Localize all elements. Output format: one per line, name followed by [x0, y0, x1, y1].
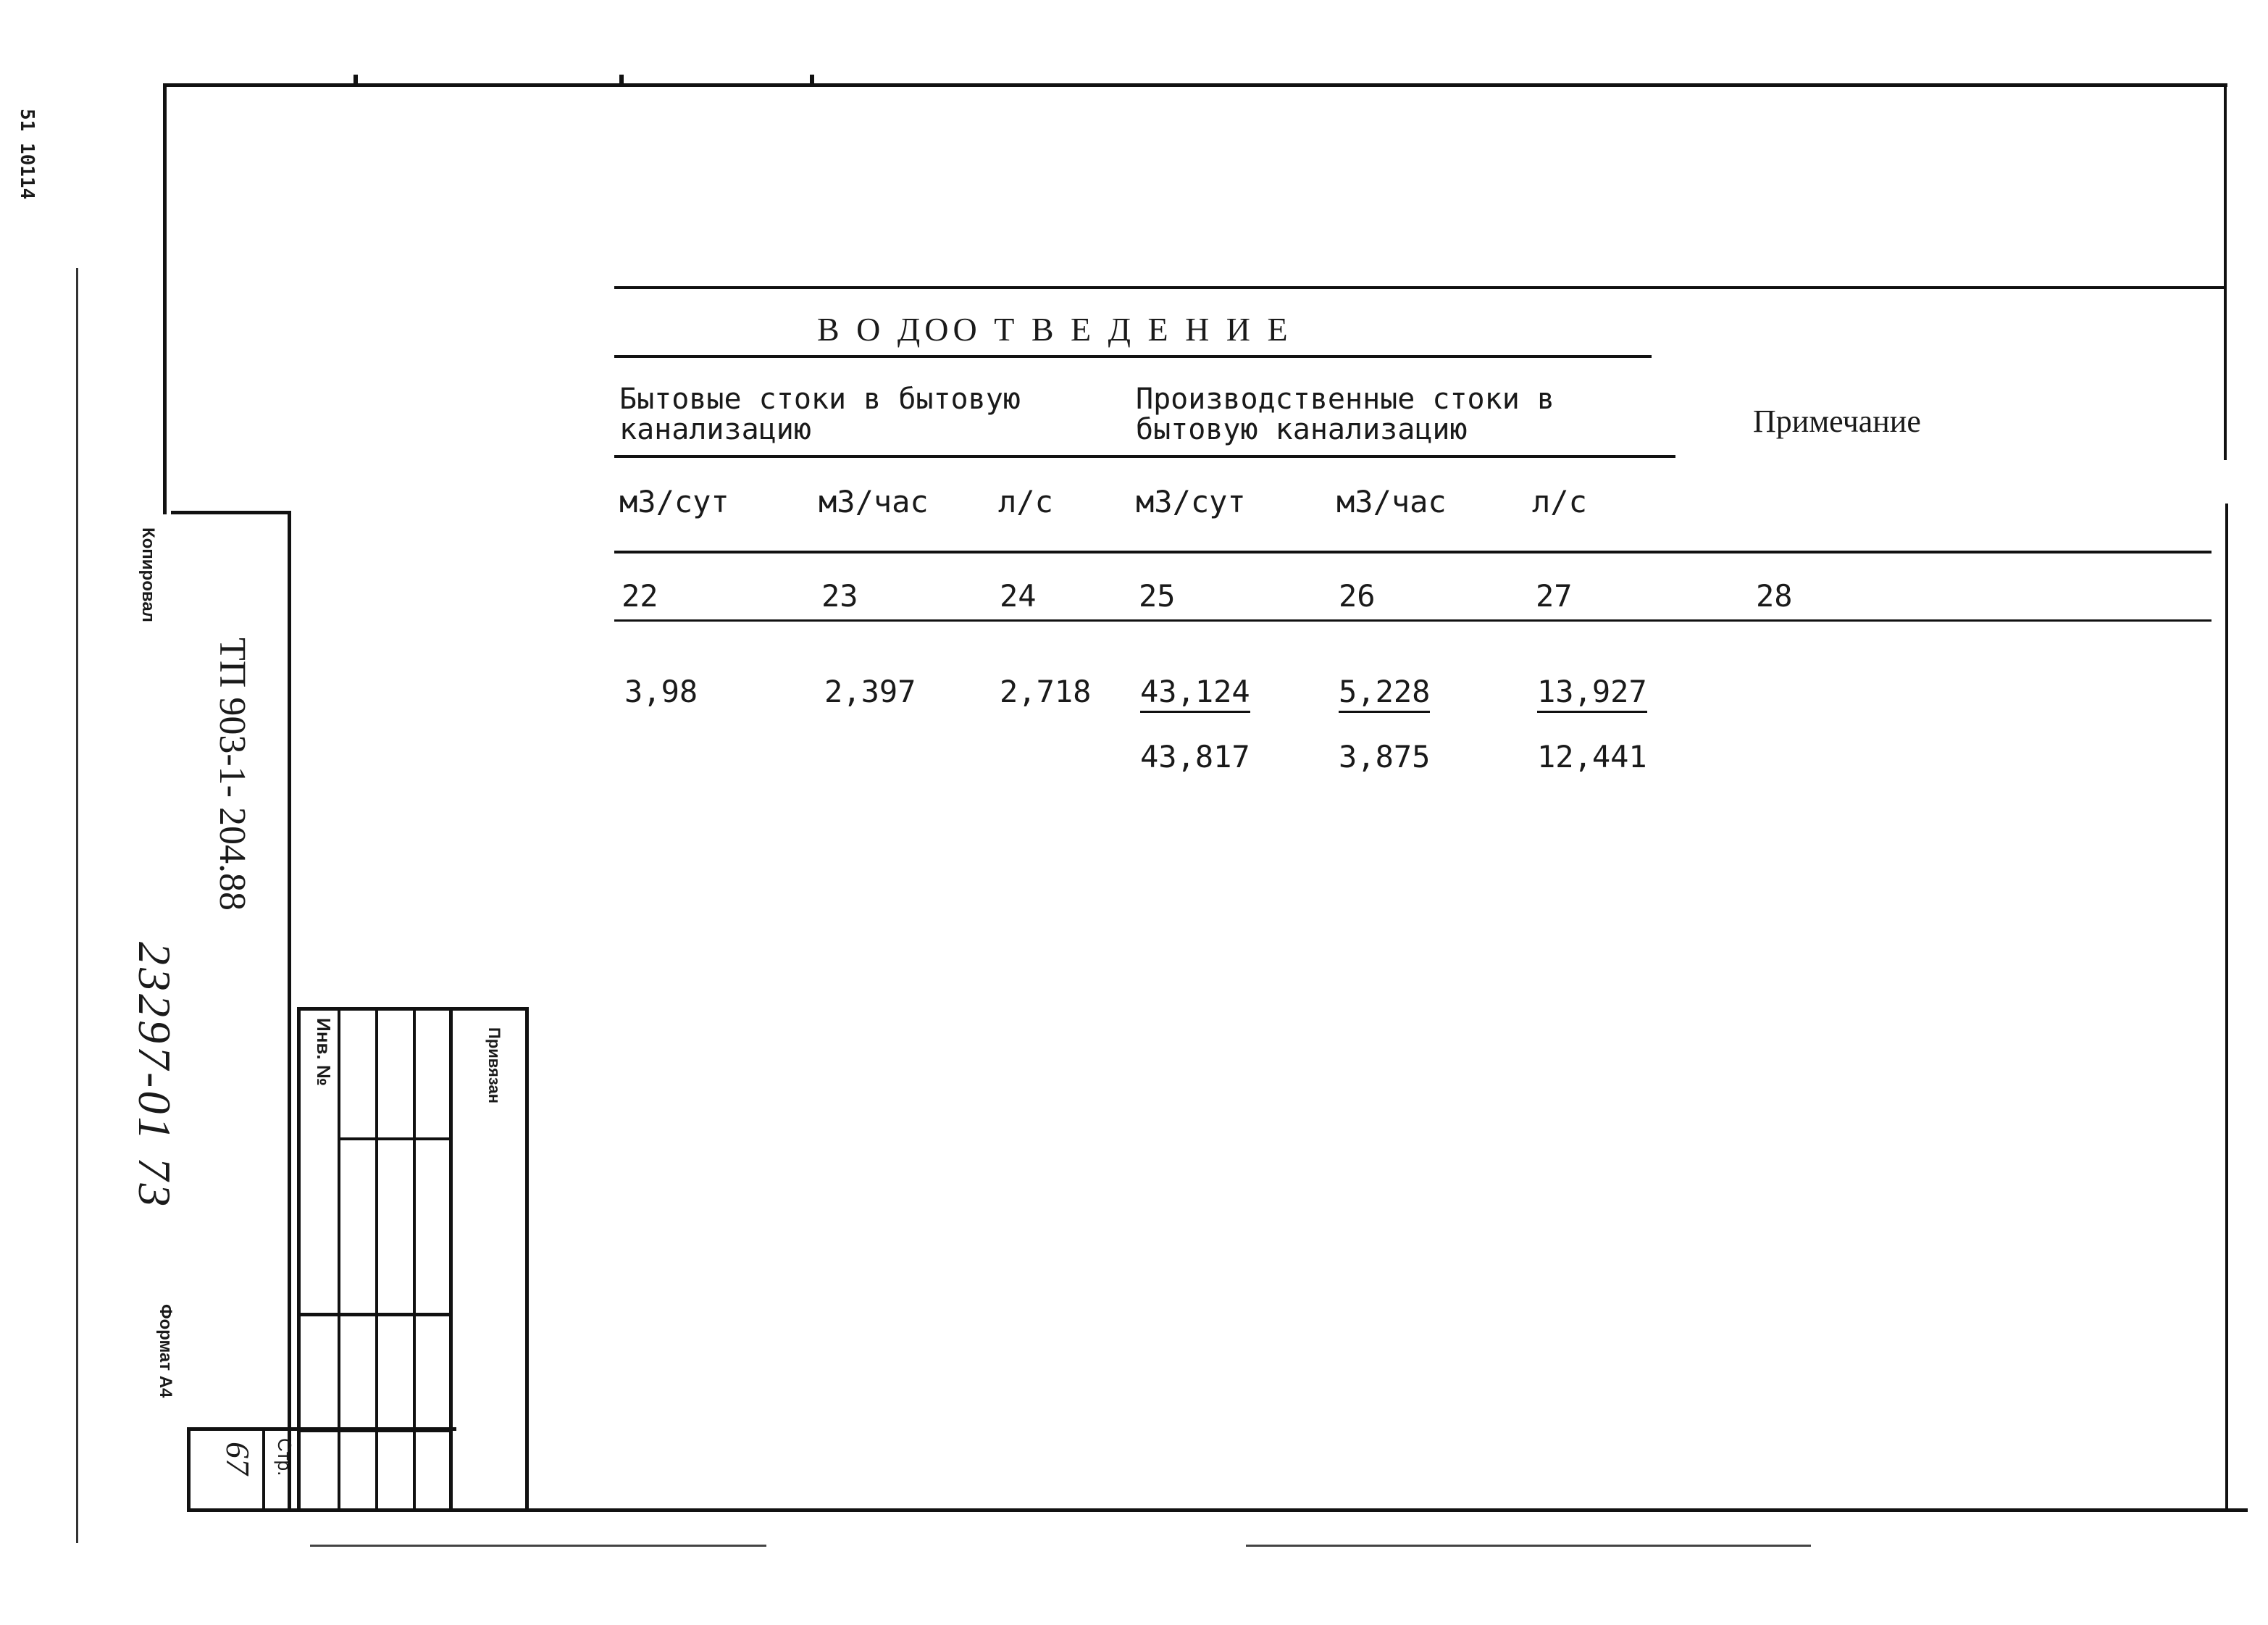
unit-header-4: м3/сут: [1136, 484, 1246, 519]
value-industrial-hour-alt: 3,875: [1339, 739, 1431, 774]
column-number-23: 23: [821, 578, 858, 614]
value-industrial-sec: 13,927: [1537, 674, 1647, 713]
copied-label: Копировал: [138, 527, 158, 622]
page-number: 67: [219, 1442, 256, 1475]
unit-header-3: л/с: [998, 484, 1053, 519]
value-household-hour: 2,397: [824, 674, 916, 709]
inv-label: Инв. №: [313, 1018, 335, 1086]
stamp-cell-border: [187, 1427, 191, 1512]
value-industrial-sec-alt: 12,441: [1537, 739, 1647, 774]
value-industrial-day: 43,124: [1140, 674, 1250, 713]
format-label: Формат А4: [156, 1304, 175, 1398]
frame-right-border-lower: [2225, 504, 2228, 1511]
note-header: Примечание: [1753, 404, 1921, 439]
frame-right-border: [2224, 83, 2227, 460]
footer-rule: [310, 1545, 766, 1547]
project-code: ТП 903-1- 204.88: [212, 638, 253, 911]
column-numbers-underline: [614, 619, 2211, 622]
group-underline: [614, 455, 1675, 458]
revision-grid-row: [297, 1313, 453, 1316]
tick-mark: [353, 75, 358, 85]
sheet-code: 51 10114: [16, 109, 38, 200]
column-number-24: 24: [1000, 578, 1037, 614]
revision-grid-col: [338, 1007, 340, 1512]
column-number-28: 28: [1756, 578, 1793, 614]
value-household-sec: 2,718: [1000, 674, 1092, 709]
value-industrial-day-alt: 43,817: [1140, 739, 1250, 774]
handwritten-number: 23297-01 73: [129, 942, 180, 1210]
table-title: В О ДОО Т В Е Д Е Н И Е: [817, 311, 1292, 348]
revision-grid-row: [338, 1137, 453, 1140]
value-household-day: 3,98: [624, 674, 698, 709]
group-household-header: Бытовые стоки в бытовую канализацию: [619, 383, 1021, 446]
group-industrial-header: Производственные стоки в бытовую канализацию: [1136, 383, 1554, 446]
table-top-rule: [614, 286, 2226, 289]
unit-header-2: м3/час: [819, 484, 929, 519]
unit-header-6: л/с: [1532, 484, 1587, 519]
revision-grid-col: [375, 1007, 378, 1512]
value-industrial-hour: 5,228: [1339, 674, 1430, 713]
revision-grid-row: [297, 1429, 453, 1432]
footer-rule: [1246, 1545, 1811, 1547]
unit-header-1: м3/сут: [619, 484, 729, 519]
tick-mark: [619, 75, 624, 85]
binding-line: [76, 268, 78, 1543]
privyazan-label: Привязан: [485, 1027, 503, 1104]
column-number-25: 25: [1139, 578, 1176, 614]
unit-header-5: м3/час: [1336, 484, 1447, 519]
units-underline: [614, 551, 2211, 553]
column-number-27: 27: [1536, 578, 1573, 614]
frame-left-border: [163, 83, 167, 514]
tick-mark: [810, 75, 814, 85]
page-label: Стр.: [274, 1438, 296, 1476]
column-number-26: 26: [1339, 578, 1376, 614]
stamp-cell-border: [262, 1427, 265, 1512]
title-underline: [614, 355, 1652, 358]
revision-grid-col: [413, 1007, 416, 1512]
frame-top-border: [163, 83, 2227, 87]
column-number-22: 22: [622, 578, 658, 614]
